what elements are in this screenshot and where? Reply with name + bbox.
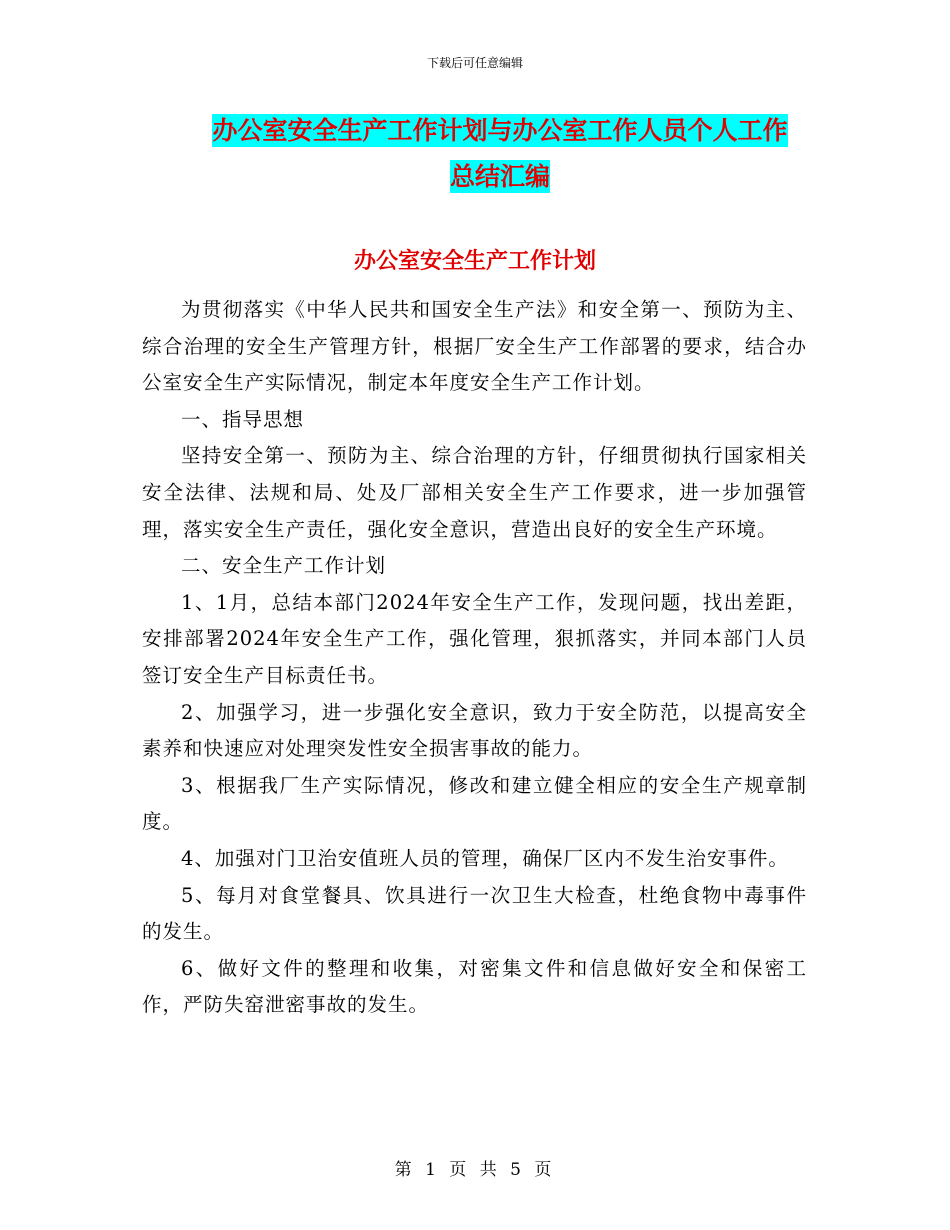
paragraph: 1、1月，总结本部门2024年安全生产工作，发现问题，找出差距，安排部署2024年安全生产工作，强化管理，狠抓落实，并同本部门人员签订安全生产目标责任书。 xyxy=(142,590,807,687)
paragraph: 5、每月对食堂餐具、饮具进行一次卫生大检查，杜绝食物中毒事件的发生。 xyxy=(142,883,807,944)
document-title xyxy=(140,108,860,200)
paragraph: 4、加强对门卫治安值班人员的管理，确保厂区内不发生治安事件。 xyxy=(181,846,789,870)
section-title: 办公室安全生产工作计划 xyxy=(353,249,596,274)
paragraph: 2、加强学习，进一步强化安全意识，致力于安全防范，以提高安全素养和快速应对处理突发性安全损害事故的能力。 xyxy=(142,700,807,761)
paragraph: 一、指导思想 xyxy=(181,407,305,431)
paragraph: 3、根据我厂生产实际情况，修改和建立健全相应的安全生产规章制度。 xyxy=(142,773,807,834)
paragraph: 为贯彻落实《中华人民共和国安全生产法》和安全第一、预防为主、综合治理的安全生产管理方针，根据厂安全生产工作部署的要求，结合办公室安全生产实际情况，制定本年度安全生产工作计划。 xyxy=(142,298,807,395)
document-body xyxy=(142,292,807,1024)
header-note: 下载后可任意编辑 xyxy=(426,56,523,70)
paragraph: 6、做好文件的整理和收集，对密集文件和信息做好安全和保密工作，严防失窑泄密事故的发生。 xyxy=(142,956,807,1017)
paragraph: 坚持安全第一、预防为主、综合治理的方针，仔细贯彻执行国家相关安全法律、法规和局、处及厂部相关安全生产工作要求，进一步加强管理，落实安全生产责任，强化安全意识，营造出良好的安全生产环境。 xyxy=(142,444,807,541)
document-title-line-2: 总结汇编 xyxy=(449,162,550,191)
paragraph: 二、安全生产工作计划 xyxy=(181,554,387,578)
page-footer: 第 1 页 共 5 页 xyxy=(394,1160,556,1180)
document-title-line-1: 办公室安全生产工作计划与办公室工作人员个人工作 xyxy=(212,116,788,145)
